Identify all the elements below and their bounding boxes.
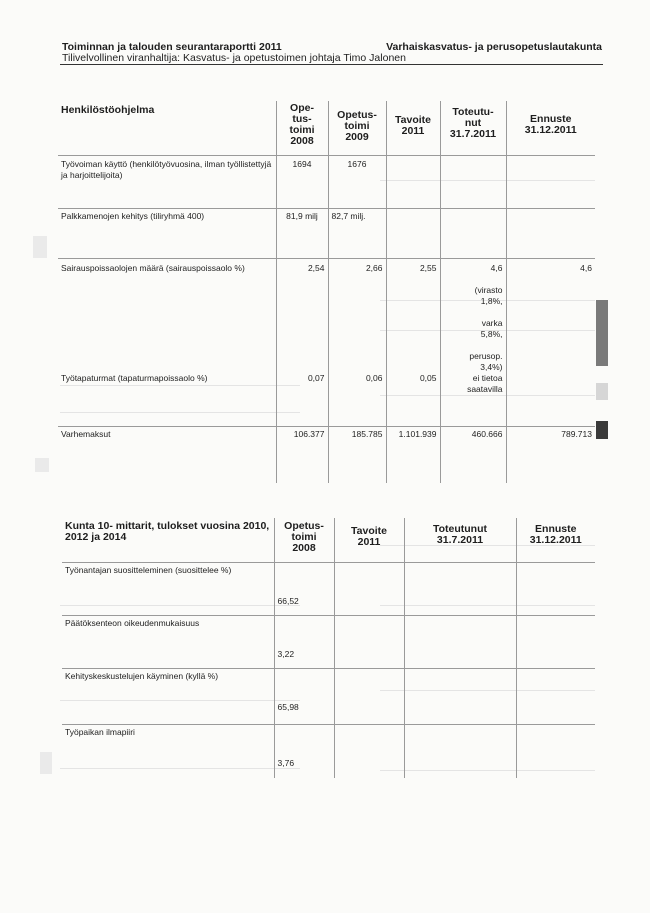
col-header-2008: Opetus- toimi 2008 xyxy=(274,518,334,562)
cell-realized: 460.666 xyxy=(440,427,506,483)
cell-realized xyxy=(404,724,516,778)
cell-2008: 81,9 milj xyxy=(276,208,328,258)
cell-realized xyxy=(404,615,516,668)
col-header-target: Tavoite 2011 xyxy=(386,101,440,155)
row-label: Päätöksenteon oikeudenmukaisuus xyxy=(62,615,274,668)
personnel-table xyxy=(58,101,595,483)
table-row xyxy=(58,258,595,373)
cell-realized: ei tietoa saatavilla xyxy=(440,373,506,427)
col-header-realized: Toteutunut 31.7.2011 xyxy=(404,518,516,562)
cell-2008: 3,76 xyxy=(274,724,334,778)
cell-forecast xyxy=(506,155,595,208)
cell-2009: 0,06 xyxy=(328,373,386,427)
row-label: Palkkamenojen kehitys (tiliryhmä 400) xyxy=(58,208,276,258)
cell-forecast xyxy=(506,373,595,427)
cell-target xyxy=(386,155,440,208)
row-label: Sairauspoissaolojen määrä (sairauspoissaolo %) xyxy=(58,258,276,373)
header-rule xyxy=(60,64,603,65)
cell-realized: 4,6 (virasto 1,8%, varka 5,8%, perusop. 3,4%) xyxy=(440,258,506,373)
col-header-forecast: Ennuste 31.12.2011 xyxy=(516,518,595,562)
cell-target xyxy=(334,562,404,615)
cell-2008: 0,07 xyxy=(276,373,328,427)
cell-realized xyxy=(440,208,506,258)
cell-realized xyxy=(404,562,516,615)
cell-2008: 1694 xyxy=(276,155,328,208)
cell-realized xyxy=(404,668,516,724)
cell-2009: 2,66 xyxy=(328,258,386,373)
board-name: Varhaiskasvatus- ja perusopetuslautakunta xyxy=(386,41,602,53)
table-row xyxy=(58,427,595,483)
cell-2009: 82,7 milj. xyxy=(328,208,386,258)
cell-2008: 3,22 xyxy=(274,615,334,668)
cell-forecast xyxy=(516,615,595,668)
cell-target xyxy=(334,724,404,778)
col-header-realized: Toteutu- nut 31.7.2011 xyxy=(440,101,506,155)
col-header-2008: Ope- tus- toimi 2008 xyxy=(276,101,328,155)
table-row xyxy=(62,615,595,668)
kunta10-header-row xyxy=(62,518,595,562)
row-label: Varhemaksut xyxy=(58,427,276,483)
table-row xyxy=(58,208,595,258)
cell-2008: 66,52 xyxy=(274,562,334,615)
cell-forecast xyxy=(506,208,595,258)
table-row xyxy=(58,155,595,208)
cell-2008: 2,54 xyxy=(276,258,328,373)
row-label: Työpaikan ilmapiiri xyxy=(62,724,274,778)
row-label: Työtapaturmat (tapaturmapoissaolo %) xyxy=(61,372,208,383)
cell-2008: 65,98 xyxy=(274,668,334,724)
cell-forecast xyxy=(516,562,595,615)
cell-2009: 1676 xyxy=(328,155,386,208)
cell-forecast: 4,6 xyxy=(506,258,595,373)
program-header: Henkilöstöohjelma xyxy=(61,104,155,116)
table-row xyxy=(58,373,595,427)
personnel-header-row xyxy=(58,101,595,155)
cell-target: 0,05 xyxy=(386,373,440,427)
cell-2008: 106.377 xyxy=(276,427,328,483)
row-label: Työvoiman käyttö (henkilötyövuosina, ilman työllistettyjä ja harjoittelijoita) xyxy=(58,155,276,208)
cell-forecast xyxy=(516,668,595,724)
margin-bar xyxy=(596,421,608,439)
report-title: Toiminnan ja talouden seurantaraportti 2011 xyxy=(62,41,282,53)
cell-forecast xyxy=(516,724,595,778)
row-label: Työnantajan suositteleminen (suosittelee %) xyxy=(62,562,274,615)
col-header-2009: Opetus- toimi 2009 xyxy=(328,101,386,155)
cell-target: 2,55 xyxy=(386,258,440,373)
table-row xyxy=(62,668,595,724)
responsible-official: Tilivelvollinen viranhaltija: Kasvatus- ja opetustoimen johtaja Timo Jalonen xyxy=(62,52,406,64)
cell-forecast: 789.713 xyxy=(506,427,595,483)
table-row xyxy=(62,724,595,778)
cell-target xyxy=(334,668,404,724)
col-header-target: Tavoite 2011 xyxy=(334,518,404,562)
cell-target xyxy=(386,208,440,258)
cell-target: 1.101.939 xyxy=(386,427,440,483)
cell-2009: 185.785 xyxy=(328,427,386,483)
kunta10-table xyxy=(62,518,595,778)
cell-realized xyxy=(440,155,506,208)
margin-bar xyxy=(596,300,608,366)
col-header-forecast: Ennuste 31.12.2011 xyxy=(506,101,595,155)
table-row xyxy=(62,562,595,615)
cell-target xyxy=(334,615,404,668)
kunta10-title: Kunta 10- mittarit, tulokset vuosina 2010, 2012 ja 2014 xyxy=(65,520,270,543)
row-label: Kehityskeskustelujen käyminen (kyllä %) xyxy=(62,668,274,724)
